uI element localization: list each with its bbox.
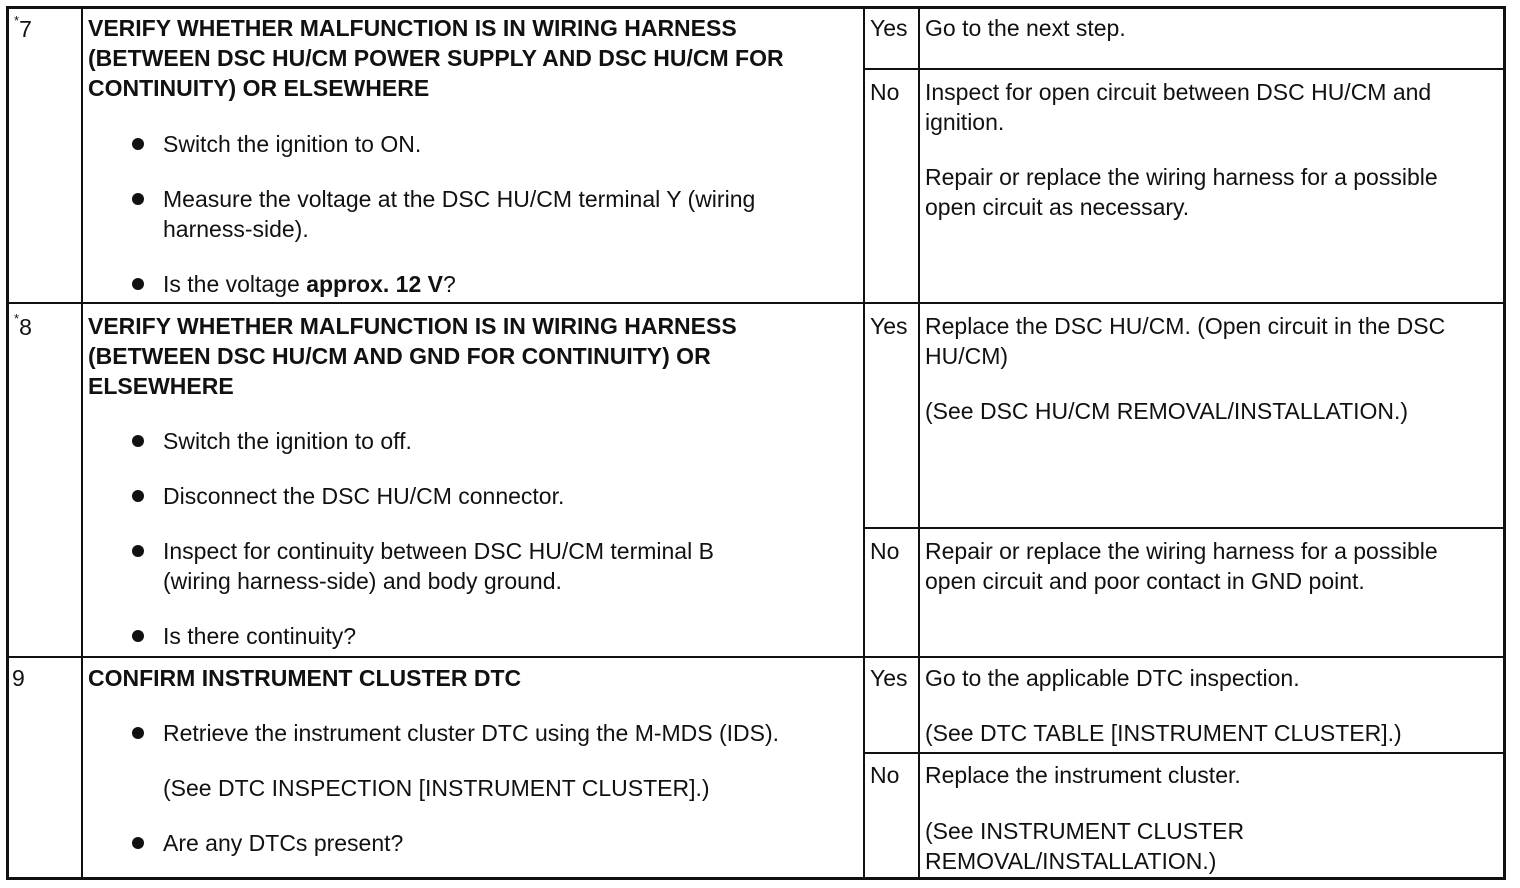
- no-label: No: [870, 79, 900, 105]
- bullet-icon: [132, 435, 144, 447]
- action-question: Are any DTCs present?: [163, 830, 404, 856]
- no-label: No: [870, 538, 900, 564]
- no-result: Repair or replace the wiring harness for a possible: [925, 164, 1438, 190]
- action-text: Switch the ignition to off.: [163, 428, 412, 454]
- step-title: CONTINUITY) OR ELSEWHERE: [88, 75, 430, 101]
- no-result: (See INSTRUMENT CLUSTER: [925, 818, 1245, 844]
- yes-result: HU/CM): [925, 343, 1009, 369]
- row-divider: [8, 656, 1504, 658]
- yes-result: Replace the DSC HU/CM. (Open circuit in the DSC: [925, 313, 1446, 339]
- step-title: (BETWEEN DSC HU/CM AND GND FOR CONTINUITY) OR: [88, 343, 711, 369]
- no-result: open circuit and poor contact in GND point.: [925, 568, 1365, 594]
- question-text: Is the voltage: [163, 271, 307, 297]
- no-result: REMOVAL/INSTALLATION.): [925, 848, 1217, 874]
- step-number-value: 7: [19, 16, 32, 42]
- action-text: harness-side).: [163, 216, 309, 242]
- question-value: approx. 12 V: [306, 271, 443, 297]
- question-suffix: ?: [442, 271, 456, 297]
- step-asterisk: *: [14, 13, 20, 28]
- bullet-icon: [132, 630, 144, 642]
- action-text: Switch the ignition to ON.: [163, 131, 422, 157]
- step-title: (BETWEEN DSC HU/CM POWER SUPPLY AND DSC HU/CM FOR: [88, 45, 784, 71]
- yes-no-divider: [864, 68, 1504, 70]
- step-title: CONFIRM INSTRUMENT CLUSTER DTC: [88, 665, 522, 691]
- no-result: Inspect for open circuit between DSC HU/CM and: [925, 79, 1432, 105]
- step-number-value: 8: [19, 314, 32, 340]
- no-result: ignition.: [925, 109, 1005, 135]
- no-result: Replace the instrument cluster.: [925, 762, 1241, 788]
- action-text: Measure the voltage at the DSC HU/CM terminal Y (wiring: [163, 186, 756, 212]
- action-reference: (See DTC INSPECTION [INSTRUMENT CLUSTER].): [163, 775, 710, 801]
- yes-label: Yes: [870, 665, 908, 691]
- bullet-icon: [132, 490, 144, 502]
- yes-result: Go to the applicable DTC inspection.: [925, 665, 1300, 691]
- bullet-icon: [132, 545, 144, 557]
- action-text: Disconnect the DSC HU/CM connector.: [163, 483, 565, 509]
- yes-result: Go to the next step.: [925, 15, 1126, 41]
- step-title: VERIFY WHETHER MALFUNCTION IS IN WIRING HARNESS: [88, 15, 737, 41]
- action-question: Is there continuity?: [163, 623, 357, 649]
- step-number-value: 9: [12, 665, 25, 691]
- no-result: Repair or replace the wiring harness for a possible: [925, 538, 1438, 564]
- bullet-icon: [132, 278, 144, 290]
- yes-label: Yes: [870, 313, 908, 339]
- yes-label: Yes: [870, 15, 908, 41]
- no-result: open circuit as necessary.: [925, 194, 1190, 220]
- action-question: [163, 269, 456, 299]
- bullet-icon: [132, 837, 144, 849]
- step-title: ELSEWHERE: [88, 373, 234, 399]
- step-number: [14, 312, 32, 342]
- yes-no-divider: [864, 752, 1504, 754]
- row-divider: [8, 302, 1504, 304]
- step-number: [14, 14, 32, 44]
- yes-no-divider: [864, 527, 1504, 529]
- step-asterisk: *: [14, 311, 20, 326]
- bullet-icon: [132, 727, 144, 739]
- column-divider: [81, 8, 83, 878]
- bullet-icon: [132, 138, 144, 150]
- column-divider: [918, 8, 920, 878]
- yes-result: (See DTC TABLE [INSTRUMENT CLUSTER].): [925, 720, 1402, 746]
- column-divider: [863, 8, 865, 878]
- action-text: Retrieve the instrument cluster DTC using the M-MDS (IDS).: [163, 720, 780, 746]
- yes-result: (See DSC HU/CM REMOVAL/INSTALLATION.): [925, 398, 1409, 424]
- action-text: (wiring harness-side) and body ground.: [163, 568, 562, 594]
- step-number: [12, 663, 25, 693]
- bullet-icon: [132, 193, 144, 205]
- no-label: No: [870, 762, 900, 788]
- step-title: VERIFY WHETHER MALFUNCTION IS IN WIRING HARNESS: [88, 313, 737, 339]
- action-text: Inspect for continuity between DSC HU/CM terminal B: [163, 538, 714, 564]
